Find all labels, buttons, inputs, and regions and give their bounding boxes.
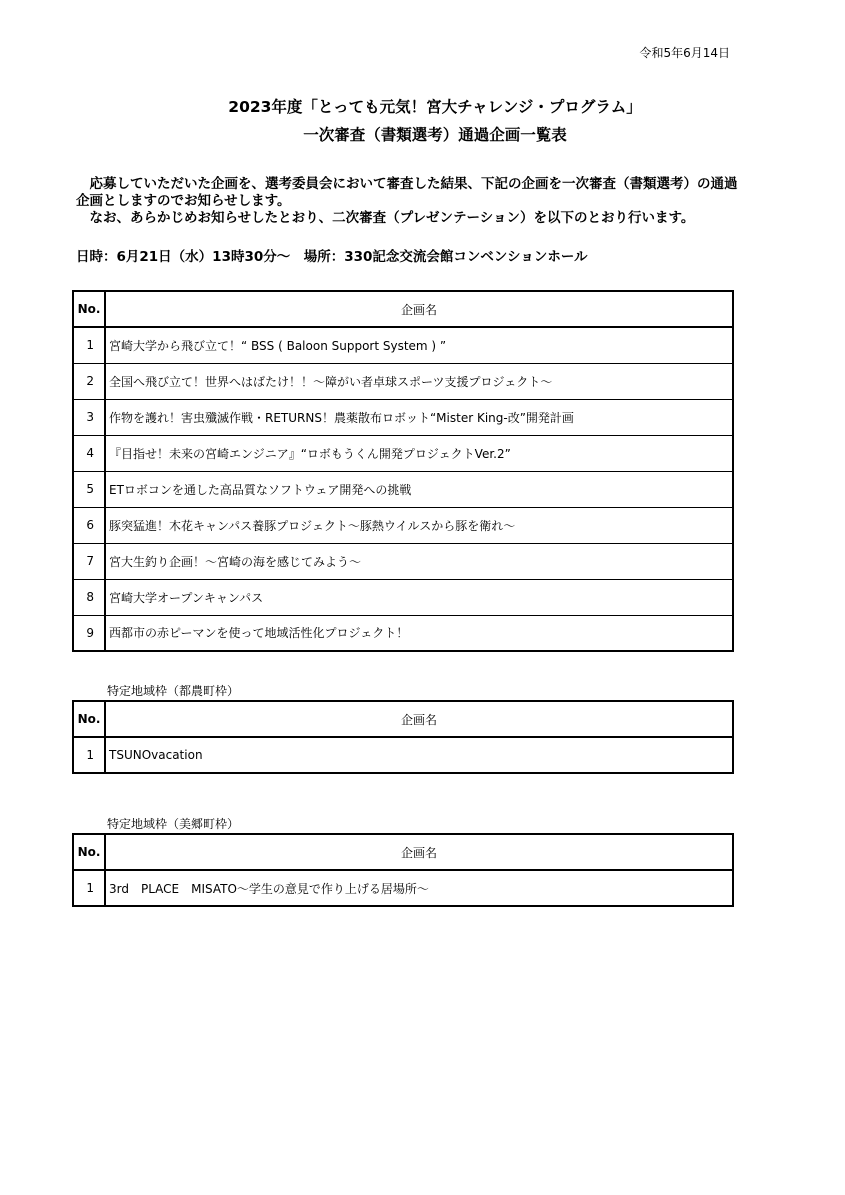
project-number: 5 <box>73 471 105 507</box>
project-number: 1 <box>73 327 105 363</box>
table-row <box>73 471 733 507</box>
project-number: 7 <box>73 543 105 579</box>
table-row <box>73 870 733 906</box>
intro-paragraph: 応募していただいた企画を、選考委員会において審査した結果、下記の企画を一次審査（書類選考）の通過企画としますのでお知らせします。 <box>76 176 738 209</box>
project-name: 全国へ飛び立て！世界へはばたけ！！～障がい者卓球スポーツ支援プロジェクト～ <box>105 363 733 399</box>
table-header-row <box>73 291 733 327</box>
page-title: 2023年度「とっても元気！宮大チャレンジ・プログラム」 <box>228 98 642 116</box>
project-number: 3 <box>73 399 105 435</box>
project-name: TSUNOvacation <box>105 737 733 773</box>
project-name: 『目指せ！未来の宮崎エンジニア』“ロボもうくん開発プロジェクトVer.2” <box>105 435 733 471</box>
project-name: 作物を護れ！害虫殲滅作戦・RETURNS！農薬散布ロボット“Mister King-改”開発計画 <box>105 399 733 435</box>
table-header-row <box>73 834 733 870</box>
project-name: 西都市の赤ピーマンを使って地域活性化プロジェクト！ <box>105 615 733 651</box>
table-header-row <box>73 701 733 737</box>
project-name: 宮崎大学オープンキャンパス <box>105 579 733 615</box>
table-row <box>73 327 733 363</box>
section-label-misato: 特定地域枠（美郷町枠） <box>107 817 240 831</box>
project-name: 宮大生釣り企画！～宮崎の海を感じてみよう～ <box>105 543 733 579</box>
column-header-no: No. <box>73 701 105 737</box>
project-number: 4 <box>73 435 105 471</box>
project-name: 宮崎大学から飛び立て！“ BSS ( Baloon Support System ) ” <box>105 327 733 363</box>
column-header-name: 企画名 <box>105 291 733 327</box>
table-row <box>73 399 733 435</box>
table-row <box>73 363 733 399</box>
project-number: 2 <box>73 363 105 399</box>
project-number: 1 <box>73 870 105 906</box>
page-subtitle: 一次審査（書類選考）通過企画一覧表 <box>303 126 567 144</box>
table-row <box>73 737 733 773</box>
column-header-no: No. <box>73 291 105 327</box>
project-number: 6 <box>73 507 105 543</box>
project-number: 9 <box>73 615 105 651</box>
project-number: 8 <box>73 579 105 615</box>
table-row <box>73 435 733 471</box>
table-row <box>73 615 733 651</box>
table-row <box>73 543 733 579</box>
project-name: 豚突猛進！木花キャンパス養豚プロジェクト～豚熱ウイルスから豚を衛れ～ <box>105 507 733 543</box>
project-name: 3rd PLACE MISATO～学生の意見で作り上げる居場所～ <box>105 870 733 906</box>
main-project-table <box>72 290 734 652</box>
tsuno-project-table <box>72 700 734 774</box>
table-row <box>73 579 733 615</box>
table-row <box>73 507 733 543</box>
column-header-name: 企画名 <box>105 701 733 737</box>
section-label-tsuno: 特定地域枠（都農町枠） <box>107 684 240 698</box>
project-name: ETロボコンを通した高品質なソフトウェア開発への挑戦 <box>105 471 733 507</box>
project-number: 1 <box>73 737 105 773</box>
misato-project-table <box>72 833 734 907</box>
column-header-no: No. <box>73 834 105 870</box>
column-header-name: 企画名 <box>105 834 733 870</box>
schedule-info: 日時：6月21日（水）13時30分～ 場所：330記念交流会館コンベンションホール <box>76 249 588 265</box>
intro-note: なお、あらかじめお知らせしたとおり、二次審査（プレゼンテーション）を以下のとおり行います。 <box>76 210 695 226</box>
issue-date: 令和5年6月14日 <box>639 46 730 60</box>
